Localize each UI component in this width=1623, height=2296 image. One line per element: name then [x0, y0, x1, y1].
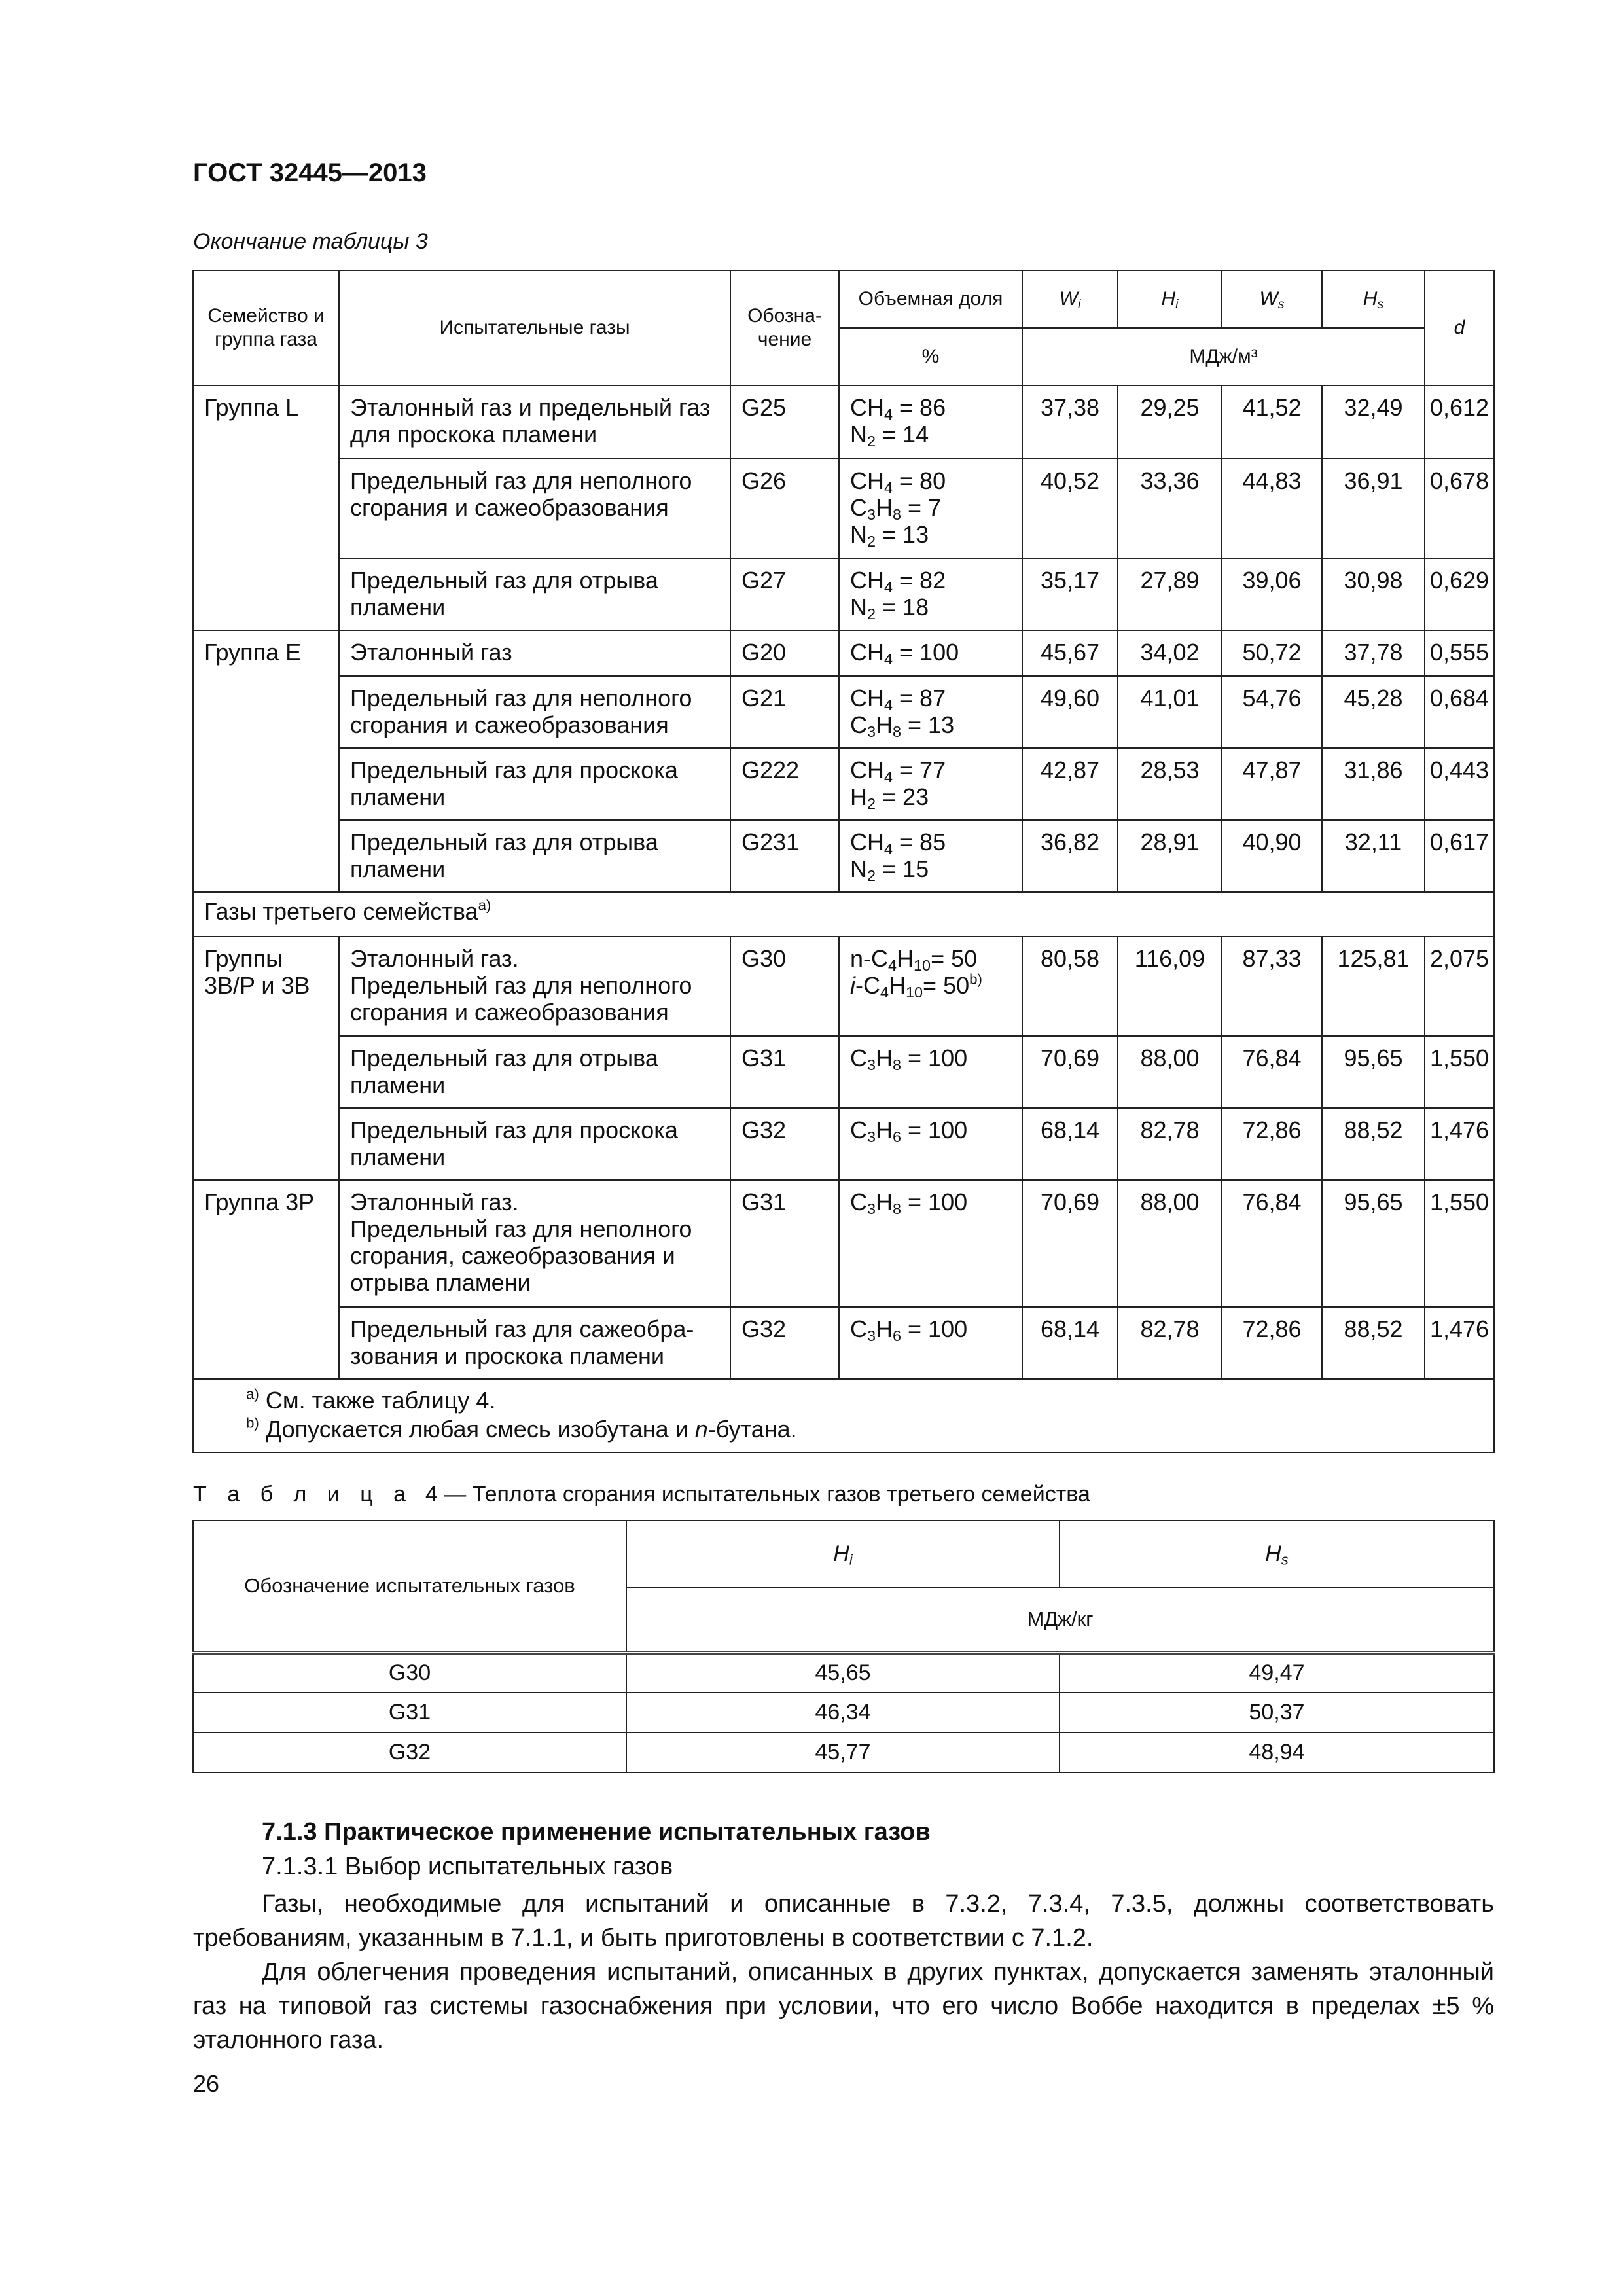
col-volume-header: Объемная доля — [839, 270, 1022, 328]
col-hs-header: $H_s$ — [1060, 1520, 1494, 1587]
table-4 — [192, 1520, 1495, 1773]
col-wi-header: $W_i$ — [1022, 270, 1118, 328]
table4-caption: Т а б л и ц а 4 — Теплота сгорания испытательных газов третьего семейства — [193, 1482, 1090, 1507]
col-designation-header: Обозна-чение — [730, 270, 839, 386]
value-ws: 87,33 — [1222, 937, 1322, 1036]
gas-code: G26 — [730, 459, 839, 558]
value-hs: 88,52 — [1322, 1108, 1425, 1180]
value-ws: 40,90 — [1222, 820, 1322, 892]
value-wi: 80,58 — [1022, 937, 1118, 1036]
page-number: 26 — [193, 2070, 220, 2097]
table-row — [193, 558, 1494, 630]
value-hi: 33,36 — [1118, 459, 1222, 558]
gas-composition: $CH_4 = 86$ $N_2 = 14$ — [839, 386, 1022, 459]
gas-code: G32 — [730, 1108, 839, 1180]
value-d: 0,612 — [1425, 386, 1494, 459]
paragraph-1: Газы, необходимые для испытаний и описанные в 7.3.2, 7.3.4, 7.3.5, должны соответствовать требованиям, указанным в 7.1.1, и быть приготовлены в соответствии с 7.1.2. — [193, 1890, 1494, 1952]
table-notes — [193, 1379, 1494, 1452]
gas-code: G31 — [193, 1693, 626, 1732]
value-d: 1,550 — [1425, 1036, 1494, 1108]
value-d: 0,629 — [1425, 558, 1494, 630]
value-hs: 48,94 — [1060, 1732, 1494, 1772]
value-ws: 50,72 — [1222, 630, 1322, 676]
value-wi: 42,87 — [1022, 748, 1118, 820]
value-wi: 35,17 — [1022, 558, 1118, 630]
value-d: 1,476 — [1425, 1307, 1494, 1379]
value-wi: 70,69 — [1022, 1180, 1118, 1307]
value-ws: 54,76 — [1222, 676, 1322, 748]
col-hi-header: $H_i$ — [626, 1520, 1060, 1587]
value-hi: 88,00 — [1118, 1180, 1222, 1307]
value-wi: 68,14 — [1022, 1108, 1118, 1180]
value-hi: 88,00 — [1118, 1036, 1222, 1108]
value-d: 0,555 — [1425, 630, 1494, 676]
value-hs: 49,47 — [1060, 1653, 1494, 1693]
value-hi: 41,01 — [1118, 676, 1222, 748]
value-hs: 31,86 — [1322, 748, 1425, 820]
gas-code: G30 — [730, 937, 839, 1036]
group-label: Группа L — [193, 386, 339, 459]
value-hs: 32,11 — [1322, 820, 1425, 892]
gas-name: Эталонный газ и предельный газ для проскока пламени — [339, 386, 730, 459]
value-hi: 27,89 — [1118, 558, 1222, 630]
value-wi: 37,38 — [1022, 386, 1118, 459]
table-row — [193, 676, 1494, 748]
group-label: Группы 3B/P и 3B — [193, 937, 339, 1036]
value-d: 0,617 — [1425, 820, 1494, 892]
footnote-a: $^{а)}$ См. также таблицу 4. — [246, 1386, 496, 1414]
value-hi: 28,91 — [1118, 820, 1222, 892]
value-hs: 95,65 — [1322, 1036, 1425, 1108]
gas-name: Предельный газ для отрыва пламени — [339, 820, 730, 892]
table-row — [193, 1307, 1494, 1379]
col-ws-header: $W_s$ — [1222, 270, 1322, 328]
value-d: 1,550 — [1425, 1180, 1494, 1307]
gas-name: Эталонный газ. Предельный газ для неполного сгорания, сажеобразования и отрыва пламени — [339, 1180, 730, 1307]
table-row — [193, 459, 1494, 558]
value-hi: 34,02 — [1118, 630, 1222, 676]
gas-code: G25 — [730, 386, 839, 459]
value-d: 0,678 — [1425, 459, 1494, 558]
table-row — [193, 1036, 1494, 1108]
value-ws: 76,84 — [1222, 1180, 1322, 1307]
col-hi-header: $H_i$ — [1118, 270, 1222, 328]
gas-name: Предельный газ для неполного сгорания и сажеобразования — [339, 676, 730, 748]
value-ws: 47,87 — [1222, 748, 1322, 820]
col-family-header: Семейство и группа газа — [193, 270, 339, 386]
table3-caption: Окончание таблицы 3 — [193, 229, 428, 254]
gas-name: Предельный газ для проскока пламени — [339, 748, 730, 820]
gas-composition: $CH_4 = 82$ $N_2 = 18$ — [839, 558, 1022, 630]
value-ws: 44,83 — [1222, 459, 1322, 558]
gas-composition: $CH_4 = 100$ — [839, 630, 1022, 676]
gas-code: G222 — [730, 748, 839, 820]
gas-name: Эталонный газ — [339, 630, 730, 676]
value-hs: 88,52 — [1322, 1307, 1425, 1379]
gas-code: G231 — [730, 820, 839, 892]
value-hs: 50,37 — [1060, 1693, 1494, 1732]
value-hi: 116,09 — [1118, 937, 1222, 1036]
gas-code: G27 — [730, 558, 839, 630]
third-family-heading: Газы третьего семейства$^{а)}$ — [193, 892, 1494, 937]
col-percent-unit: % — [839, 328, 1022, 386]
value-hi: 29,25 — [1118, 386, 1222, 459]
gas-composition: $CH_4 = 77$ $H_2 = 23$ — [839, 748, 1022, 820]
table-row — [193, 630, 1494, 676]
value-hi: 46,34 — [626, 1693, 1060, 1732]
gas-code: G20 — [730, 630, 839, 676]
gas-composition: $C_3H_8 = 100$ — [839, 1036, 1022, 1108]
value-ws: 72,86 — [1222, 1108, 1322, 1180]
group-label: Группа E — [193, 630, 339, 676]
table-row — [193, 820, 1494, 892]
paragraph-2: Для облегчения проведения испытаний, описанных в других пунктах, допускается заменять эталонный газ на типовой газ системы газоснабжения при условии, что его число Воббе находится в пределах ±5 % эталонного газа. — [193, 1958, 1494, 2054]
gas-code: G21 — [730, 676, 839, 748]
table-row — [193, 1653, 1494, 1693]
gas-code: G32 — [193, 1732, 626, 1772]
table-row — [193, 1732, 1494, 1772]
value-hi: 45,77 — [626, 1732, 1060, 1772]
gas-name: Предельный газ для неполного сгорания и сажеобразования — [339, 459, 730, 558]
value-ws: 72,86 — [1222, 1307, 1322, 1379]
gas-name: Предельный газ для отрыва пламени — [339, 1036, 730, 1108]
gas-composition: $C_3H_6 = 100$ — [839, 1307, 1022, 1379]
value-hs: 125,81 — [1322, 937, 1425, 1036]
gas-name: Эталонный газ. Предельный газ для неполного сгорания и сажеобразования — [339, 937, 730, 1036]
table-row — [193, 937, 1494, 1036]
table-row — [193, 1693, 1494, 1732]
value-hs: 32,49 — [1322, 386, 1425, 459]
value-wi: 68,14 — [1022, 1307, 1118, 1379]
value-wi: 36,82 — [1022, 820, 1118, 892]
gas-code: G32 — [730, 1307, 839, 1379]
gas-code: G31 — [730, 1180, 839, 1307]
table-3 — [192, 270, 1495, 1453]
value-hi: 82,78 — [1118, 1108, 1222, 1180]
col-hs-header: $H_s$ — [1322, 270, 1425, 328]
value-wi: 49,60 — [1022, 676, 1118, 748]
gas-composition: $CH_4 = 80$ $C_3H_8 = 7$ $N_2 = 13$ — [839, 459, 1022, 558]
value-d: 2,075 — [1425, 937, 1494, 1036]
col-gases-header: Испытательные газы — [339, 270, 730, 386]
value-ws: 41,52 — [1222, 386, 1322, 459]
value-hi: 82,78 — [1118, 1307, 1222, 1379]
value-ws: 39,06 — [1222, 558, 1322, 630]
value-wi: 70,69 — [1022, 1036, 1118, 1108]
gas-name: Предельный газ для проскока пламени — [339, 1108, 730, 1180]
gas-composition: $C_3H_8 = 100$ — [839, 1180, 1022, 1307]
gas-composition: $n-C_4H_{10}= 50$ $i-C_4H_{10}= 50^{b)}$ — [839, 937, 1022, 1036]
gas-composition: $CH_4 = 85$ $N_2 = 15$ — [839, 820, 1022, 892]
value-hs: 37,78 — [1322, 630, 1425, 676]
value-hs: 45,28 — [1322, 676, 1425, 748]
value-wi: 45,67 — [1022, 630, 1118, 676]
gas-name: Предельный газ для отрыва пламени — [339, 558, 730, 630]
footnote-b: $^{b)}$ Допускается любая смесь изобутана и n-бутана. — [246, 1414, 797, 1443]
value-ws: 76,84 — [1222, 1036, 1322, 1108]
table-row — [193, 1180, 1494, 1307]
col-unit: МДж/кг — [626, 1587, 1494, 1653]
section-title: 7.1.3 Практическое применение испытательных газов — [262, 1818, 931, 1846]
gas-code: G31 — [730, 1036, 839, 1108]
col-designation-header: Обозначение испытательных газов — [193, 1520, 626, 1653]
value-hi: 45,65 — [626, 1653, 1060, 1693]
gas-composition: $C_3H_6 = 100$ — [839, 1108, 1022, 1180]
col-d-header: d — [1425, 270, 1494, 386]
table-row — [193, 1108, 1494, 1180]
group-label: Группа 3P — [193, 1180, 339, 1307]
table-row — [193, 386, 1494, 459]
col-mj-unit: МДж/м³ — [1022, 328, 1425, 386]
subsection-title: 7.1.3.1 Выбор испытательных газов — [262, 1853, 673, 1880]
gas-name: Предельный газ для сажеобра-зования и проскока пламени — [339, 1307, 730, 1379]
value-hs: 36,91 — [1322, 459, 1425, 558]
value-wi: 40,52 — [1022, 459, 1118, 558]
gas-composition: $CH_4 = 87$ $C_3H_8 = 13$ — [839, 676, 1022, 748]
document-header: ГОСТ 32445—2013 — [193, 158, 427, 187]
value-hs: 30,98 — [1322, 558, 1425, 630]
gas-code: G30 — [193, 1653, 626, 1693]
value-d: 0,443 — [1425, 748, 1494, 820]
value-d: 0,684 — [1425, 676, 1494, 748]
table-row — [193, 892, 1494, 937]
value-hi: 28,53 — [1118, 748, 1222, 820]
value-d: 1,476 — [1425, 1108, 1494, 1180]
value-hs: 95,65 — [1322, 1180, 1425, 1307]
table-row — [193, 748, 1494, 820]
